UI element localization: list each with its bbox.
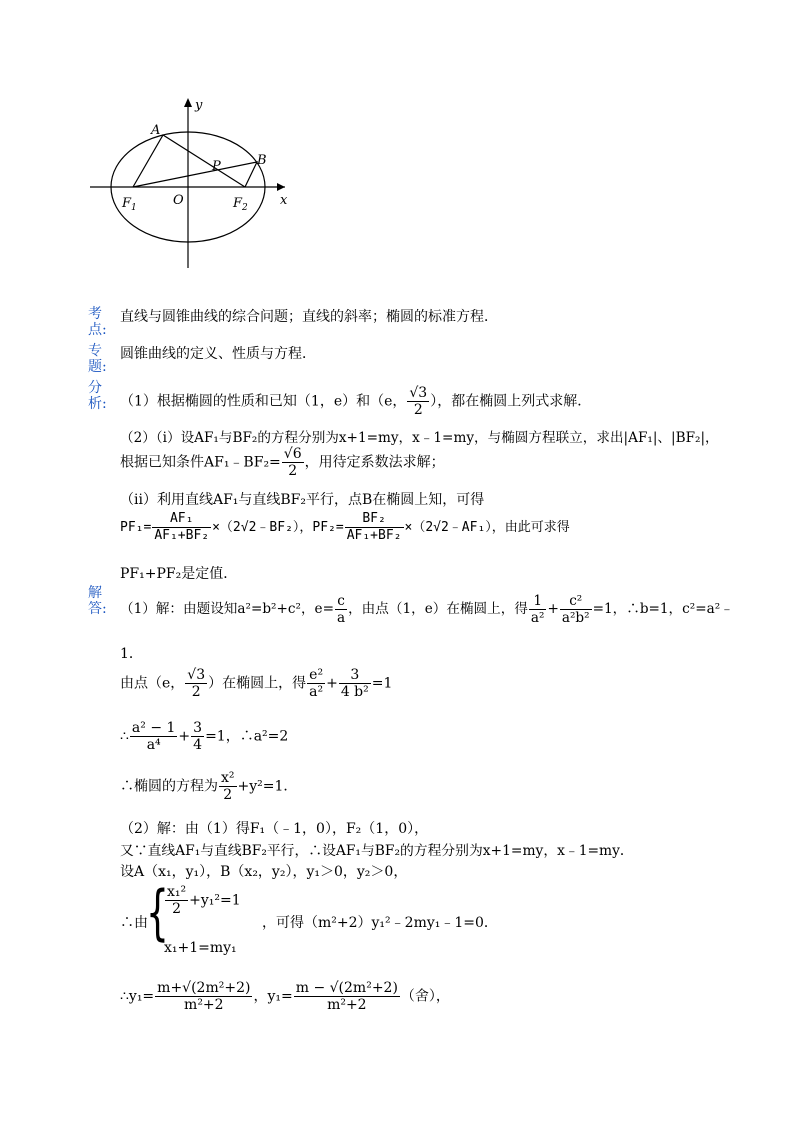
label-y: y <box>195 98 203 113</box>
fraction-a2-1-over-a4: $\frac{\text{a² − 1}}{\text{a⁴}}$ <box>131 720 176 753</box>
line-F1-A-F2 <box>133 135 245 187</box>
solution-line-1-cont: 1． <box>120 646 143 662</box>
fraction-c-over-a: $\frac{c}{a}$ <box>336 593 346 626</box>
fraction-1-over-a2: $\frac{1}{\text{a²}}$ <box>530 593 545 626</box>
analysis-line-2: （2）（i）设AF₁与BF₂的方程分别为x+1=my，x﹣1=my，与椭圆方程联立，求出|AF₁|、|BF₂|， <box>120 430 719 446</box>
label-fenxi: 分 析: <box>88 380 107 412</box>
fraction-sqrt3-over-2: $\frac{√3}{2}$ <box>409 385 428 418</box>
zhuanti-text: 圆锥曲线的定义、性质与方程． <box>120 346 316 362</box>
analysis-line-4: （ii）利用直线AF₁与直线BF₂平行，点B在椭圆上知，可得 <box>120 492 485 508</box>
fraction-c2-over-a2b2: $\frac{\text{c²}}{\text{a²b²}}$ <box>561 593 590 626</box>
label-O: O <box>173 193 184 208</box>
fraction-x1sq-over-2: $\frac{\text{x₁²}}{2}$ <box>167 884 187 917</box>
fraction-pf1: $\frac{\text{AF₁}}{\text{AF₁+BF₂}}$ <box>154 511 210 543</box>
solution-line-6: 又∵直线AF₁与直线BF₂平行，∴设AF₁与BF₂的方程分别为x+1=my，x﹣1=my． <box>120 843 634 859</box>
ellipse-figure <box>85 90 305 280</box>
analysis-line-1: （1）根据椭圆的性质和已知（1，e）和（e， $\frac{√3}{2}$ ），都在椭圆上列式求解． <box>120 385 592 418</box>
label-A: A <box>151 123 161 138</box>
label-F2: $F_2$ <box>233 196 248 213</box>
label-P: P <box>212 159 221 174</box>
fraction-e2-over-a2: $\frac{\text{e²}}{\text{a²}}$ <box>309 667 324 700</box>
system-row-2: x₁+1=my₁ <box>164 940 237 956</box>
label-kaodian: 考 点: <box>88 306 107 338</box>
label-B: B <box>257 153 267 168</box>
x-axis-arrow <box>277 183 285 191</box>
kaodian-text: 直线与圆锥曲线的综合问题；直线的斜率；椭圆的标准方程． <box>120 309 498 325</box>
fraction-pf2: $\frac{\text{BF₂}}{\text{AF₁+BF₂}}$ <box>346 511 402 543</box>
analysis-line-5: PF₁= $\frac{\text{AF₁}}{\text{AF₁+BF₂}}$ ×（2√2﹣BF₂），PF₂= $\frac{\text{BF₂}}{\text{AF₁+BF₂}}$ ×（2√2﹣AF₁），由此可求得 <box>120 511 570 543</box>
system-row-1: $\frac{\text{x₁²}}{2}$ +y₁²=1 <box>167 884 241 917</box>
fraction-y1-root-plus: $\frac{\text{m+√(2m²+2)}}{\text{m²+2}}$ <box>157 980 251 1013</box>
system-brace: { <box>146 878 169 948</box>
fraction-x2-over-2: $\frac{\text{x²}}{2}$ <box>221 770 235 803</box>
solution-line-4: ∴椭圆的方程为 $\frac{\text{x²}}{2}$ +y²=1． <box>120 770 298 803</box>
solution-line-1: （1）解：由题设知a²=b²+c²，e= $\frac{c}{a}$ ，由点（1，e）在椭圆上，得 $\frac{1}{\text{a²}}$ + $\frac{\text{c²}}{\text{a²b²}}$ =1，∴b=1，c²=a²﹣ <box>120 593 734 626</box>
fraction-y1-root-minus: $\frac{\text{m − √(2m²+2)}}{\text{m²+2}}$ <box>295 980 398 1013</box>
fraction-3-over-4: $\frac{3}{4}$ <box>193 720 203 753</box>
solution-line-9: ∴y₁= $\frac{\text{m+√(2m²+2)}}{\text{m²+2}}$ ，y₁= $\frac{\text{m − √(2m²+2)}}{\text{m²+2}}$ （舍）， <box>120 980 450 1013</box>
label-F1: $F_1$ <box>122 196 137 213</box>
solution-line-2: 由点（e， $\frac{√3}{2}$ ）在椭圆上，得 $\frac{\text{e²}}{\text{a²}}$ + $\frac{3}{\text{4 b²}}$ =1 <box>120 667 393 700</box>
label-x: x <box>280 193 288 208</box>
fraction-3-over-4b2: $\frac{3}{\text{4 b²}}$ <box>340 667 369 700</box>
solution-line-8-result: ，可得（m²+2）y₁²﹣2my₁﹣1=0． <box>262 915 498 931</box>
fraction-sqrt3-over-2-b: $\frac{√3}{2}$ <box>187 667 206 700</box>
solution-line-5: （2）解：由（1）得F₁（﹣1，0），F₂（1，0）， <box>120 821 429 837</box>
solution-line-8-prefix: ∴由 <box>120 915 148 931</box>
solution-line-3: ∴ $\frac{\text{a² − 1}}{\text{a⁴}}$ + $\frac{3}{4}$ =1，∴a²=2 <box>120 720 289 753</box>
analysis-line-3: 根据已知条件AF₁﹣BF₂= $\frac{√6}{2}$ ，用待定系数法求解； <box>120 446 445 479</box>
fraction-sqrt6-over-2: $\frac{√6}{2}$ <box>283 446 302 479</box>
label-jieda: 解 答: <box>88 585 107 617</box>
y-axis-arrow <box>184 98 192 107</box>
solution-line-7: 设A（x₁，y₁），B（x₂，y₂），y₁＞0，y₂＞0， <box>120 864 408 880</box>
analysis-line-6: PF₁+PF₂是定值． <box>120 566 238 582</box>
label-zhuanti: 专 题: <box>88 343 107 375</box>
